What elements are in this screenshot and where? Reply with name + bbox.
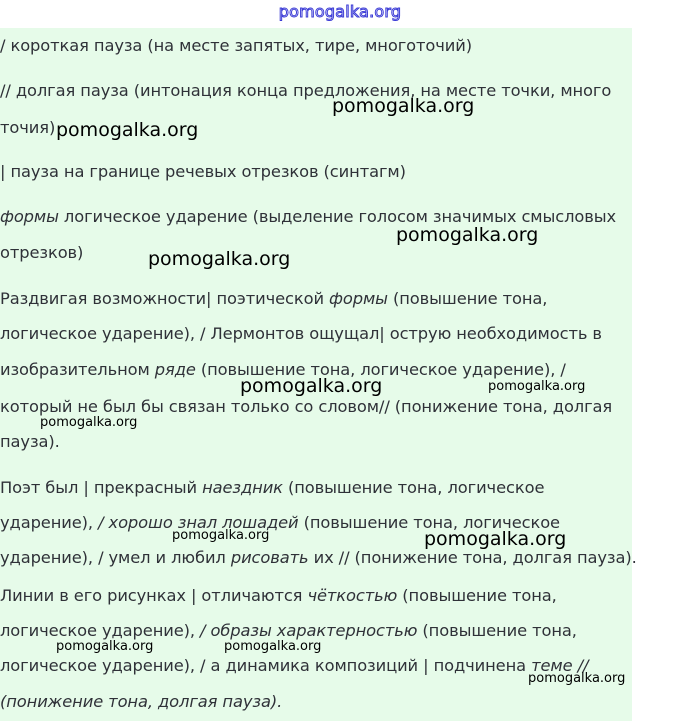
p3-line2-stress: / образы характерностью	[200, 621, 418, 640]
p3-line3-text-a: логическое ударение), / а динамика композиций | подчинена	[0, 656, 532, 675]
p1-line3-text-b: (повышение тона, логическое ударение), /	[195, 360, 566, 379]
watermark: pomogalka.org	[40, 415, 138, 430]
p2-line1-stress: наездник	[202, 478, 283, 497]
p2-line3-text-a: ударение), / умел и любил	[0, 548, 231, 567]
p3-line1-text-a: Линии в его рисунках | отличаются	[0, 586, 308, 605]
watermark: pomogalka.org	[332, 95, 475, 117]
p3-line2-text-b: (повышение тона,	[417, 621, 577, 640]
watermark: pomogalka.org	[488, 379, 586, 394]
p2-line1-text-a: Поэт был | прекрасный	[0, 478, 203, 497]
watermark: pomogalka.org	[148, 248, 291, 270]
legend-logical-stress-line2: отрезков)	[0, 243, 84, 262]
watermark: pomogalka.org	[56, 639, 154, 654]
p1-line2: логическое ударение), / Лермонтов ощущал| острую необходимость в	[0, 324, 602, 343]
p3-line4-stress: (понижение тона, долгая пауза).	[0, 692, 283, 711]
p3-line3	[0, 655, 588, 677]
p2-line1-text-b: (повышение тона, логическое	[282, 478, 545, 497]
p3-line3-stress: теме //	[531, 656, 589, 675]
p2-line2-text-a: ударение),	[0, 513, 99, 532]
legend-short-pause: / короткая пауза (на месте запятых, тире, многоточий)	[0, 36, 473, 55]
p2-line1	[0, 477, 544, 499]
legend-stress-example: формы	[0, 207, 59, 226]
watermark: pomogalka.org	[424, 528, 567, 550]
p2-line3-text-b: их // (понижение тона, долгая пауза).	[308, 548, 637, 567]
watermark: pomogalka.org	[240, 375, 383, 397]
legend-stress-text: логическое ударение (выделение голосом значимых смысловых	[58, 207, 617, 226]
watermark: pomogalka.org	[396, 224, 539, 246]
p2-line3-stress: рисовать	[230, 548, 309, 567]
p1-line1-text-b: (повышение тона,	[387, 289, 548, 308]
legend-syntagm-pause: | пауза на границе речевых отрезков (синтагм)	[0, 162, 406, 181]
p3-line1-text-b: (повышение тона,	[397, 586, 557, 605]
p1-line1-text-a: Раздвигая возможности| поэтической	[0, 289, 330, 308]
p3-line1	[0, 585, 557, 607]
p1-line1-stress: формы	[329, 289, 388, 308]
p1-line4: который не был бы связан только со словом// (понижение тона, долгая	[0, 397, 613, 416]
watermark: pomogalka.org	[528, 671, 626, 686]
p2-line2-text-b: (повышение тона, логическое	[298, 513, 560, 532]
p3-line4	[0, 691, 282, 713]
watermark: pomogalka.org	[56, 119, 199, 141]
site-logo[interactable]: pomogalka.org	[278, 2, 402, 21]
p3-line2-text-a: логическое ударение),	[0, 621, 201, 640]
p3-line1-stress: чёткостью	[307, 586, 398, 605]
p1-line3-text-a: изобразительном	[0, 360, 155, 379]
legend-long-pause-line2: точия)	[0, 118, 56, 137]
p2-line3	[0, 547, 637, 569]
p1-line3-stress: ряде	[154, 360, 196, 379]
p1-line5: пауза).	[0, 432, 60, 451]
p2-line2-stress: / хорошо знал лошадей	[98, 513, 299, 532]
watermark: pomogalka.org	[172, 528, 270, 543]
legend-long-pause-line1: // долгая пауза (интонация конца предложения, на месте точки, много	[0, 81, 612, 100]
watermark: pomogalka.org	[224, 639, 322, 654]
p1-line1	[0, 288, 547, 310]
